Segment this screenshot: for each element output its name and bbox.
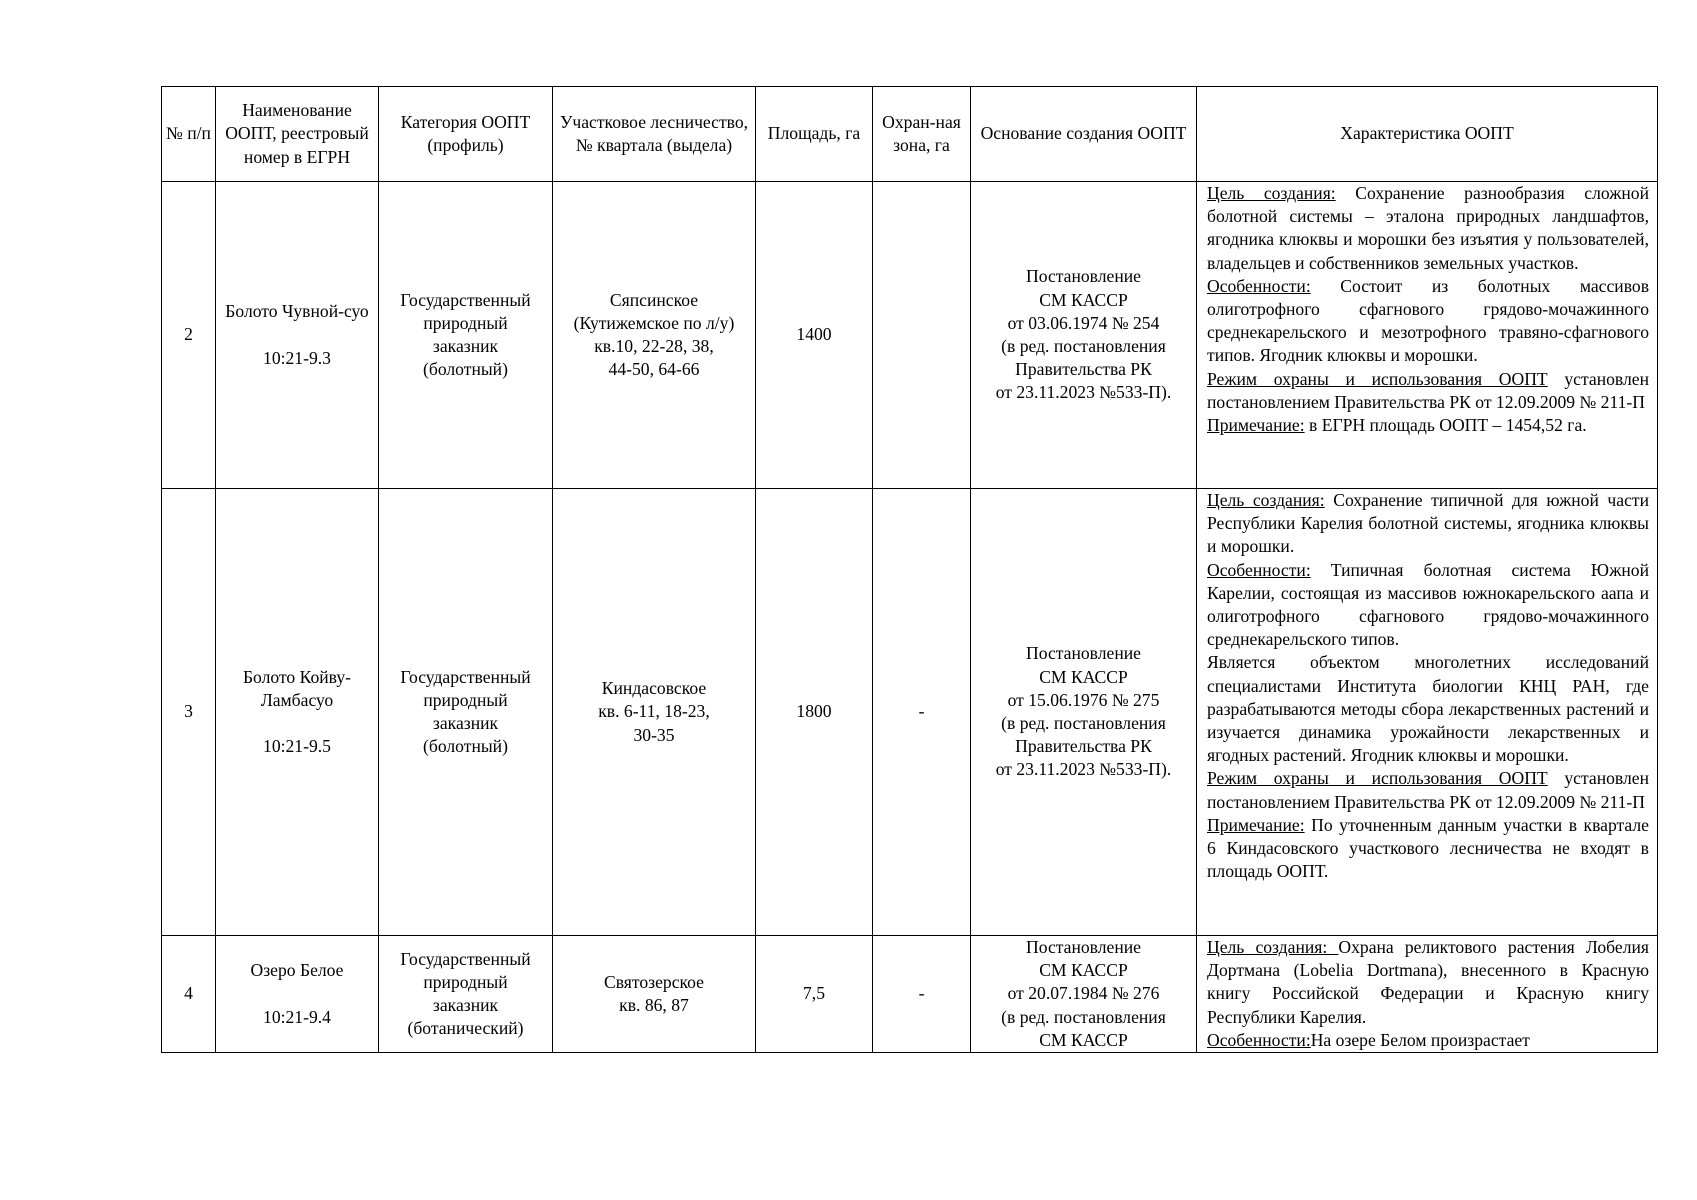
table-row <box>162 182 1658 489</box>
char-label: Особенности: <box>1207 275 1311 296</box>
char-label: Цель создания: <box>1207 937 1339 957</box>
char-text: Сохранение разнообразия сложной болотной системы – эталона природных ландшафтов, ягодника клюквы и морошки без изъятия у пользователей, владельцев и собственников земельных участков. <box>1207 183 1649 273</box>
cell-num: 4 <box>162 936 216 1053</box>
char-paragraph <box>1207 651 1649 767</box>
category-line: Государственный <box>400 289 531 310</box>
cell-area: 1800 <box>756 489 873 936</box>
cell-area: 7,5 <box>756 936 873 1053</box>
cell-name <box>216 182 379 489</box>
char-text: По уточненным данным участки в квартале 6 Киндасовского участкового лесничества не входят в площадь ООПТ. <box>1207 814 1649 882</box>
char-label: Особенности: <box>1207 1029 1311 1050</box>
char-text: Является объектом многолетних исследований специалистами Института биологии КНЦ РАН, где разрабатываются методы сбора лекарственных растений и изучается динамика урожайности лекарственных и ягодных растений. Ягодник клюквы и морошки. <box>1207 652 1649 766</box>
basis-line: Постановление <box>1026 643 1141 664</box>
char-label: Примечание: <box>1207 415 1305 436</box>
oopt-name: Озеро Белое <box>250 960 344 981</box>
char-paragraph <box>1207 936 1649 1029</box>
cell-forestry <box>553 489 756 936</box>
char-text: На озере Белом произрастает <box>1310 1029 1530 1050</box>
char-text: Состоит из болотных массивов олиготрофного сфагнового грядово-мочажинного среднекарельского и мезотрофного травяно-сфагнового типов. Ягодник клюквы и морошки. <box>1207 275 1649 366</box>
header-characteristic: Характеристика ООПТ <box>1197 87 1658 182</box>
forestry-line: кв. 6-11, 18-23, <box>598 701 710 722</box>
cell-basis <box>971 489 1197 936</box>
forestry-line: (Кутижемское по л/у) <box>573 312 735 333</box>
cell-characteristic <box>1197 936 1658 1053</box>
table-row <box>162 489 1658 936</box>
cell-name <box>216 936 379 1053</box>
char-label: Цель создания: <box>1207 490 1325 510</box>
category-line: природный <box>423 312 508 333</box>
cell-num: 3 <box>162 489 216 936</box>
basis-line: Постановление <box>1026 266 1141 287</box>
char-text: Типичная болотная система Южной Карелии, состоящая из массивов южнокарельского аапа и олиготрофного сфагнового грядово-мочажинного среднекарельского типов. <box>1207 559 1649 650</box>
forestry-line: 44-50, 64-66 <box>608 359 700 380</box>
header-num: № п/п <box>162 87 216 182</box>
category-line: (ботанический) <box>407 1018 524 1039</box>
header-basis: Основание создания ООПТ <box>971 87 1197 182</box>
forestry-line: 30-35 <box>633 724 675 745</box>
cell-forestry <box>553 182 756 489</box>
char-paragraph <box>1207 182 1649 275</box>
cell-basis <box>971 182 1197 489</box>
oopt-reg-number: 10:21-9.3 <box>263 347 331 368</box>
char-text: в ЕГРН площадь ООПТ – 1454,52 га. <box>1304 415 1587 436</box>
category-line: Государственный <box>400 666 531 687</box>
char-paragraph <box>1207 414 1649 437</box>
cell-category <box>379 182 553 489</box>
header-area: Площадь, га <box>756 87 873 182</box>
char-label: Режим охраны и использования ООПТ <box>1207 368 1548 389</box>
basis-line: (в ред. постановления <box>1001 1006 1166 1027</box>
header-name: Наименование ООПТ, реестровый номер в ЕГРН <box>216 87 379 182</box>
cell-area: 1400 <box>756 182 873 489</box>
cell-num: 2 <box>162 182 216 489</box>
cell-buffer <box>873 182 971 489</box>
char-label: Цель создания: <box>1207 183 1336 203</box>
category-line: заказник <box>432 995 499 1015</box>
forestry-line: кв. 86, 87 <box>619 995 689 1015</box>
header-row <box>162 87 1658 182</box>
category-line: природный <box>423 689 508 710</box>
header-forestry: Участковое лесничество, № квартала (выдела) <box>553 87 756 182</box>
category-line: природный <box>423 971 508 992</box>
char-label: Примечание: <box>1207 814 1305 835</box>
basis-line: СМ КАССР <box>1039 289 1128 310</box>
oopt-name: Болото Чувной-суо <box>225 301 369 322</box>
cell-category <box>379 936 553 1053</box>
header-buffer: Охран-ная зона, га <box>873 87 971 182</box>
table-row <box>162 936 1658 1053</box>
cell-buffer: - <box>873 936 971 1053</box>
basis-line: от 03.06.1974 № 254 <box>1007 312 1160 333</box>
cell-characteristic <box>1197 182 1658 489</box>
basis-line: от 20.07.1984 № 276 <box>1007 983 1160 1004</box>
char-paragraph <box>1207 1029 1649 1052</box>
basis-line: СМ КАССР <box>1039 960 1128 981</box>
basis-line: от 23.11.2023 №533-П). <box>995 759 1172 780</box>
basis-line: СМ КАССР <box>1039 666 1128 687</box>
char-paragraph <box>1207 814 1649 884</box>
char-text: Сохранение типичной для южной части Республики Карелия болотной системы, ягодника клюквы и морошки. <box>1207 490 1649 557</box>
category-line: заказник <box>432 336 499 356</box>
basis-line: Постановление <box>1026 937 1141 957</box>
category-line: (болотный) <box>423 736 508 757</box>
basis-line: СМ КАССР <box>1039 1029 1128 1050</box>
basis-line: Правительства РК <box>1015 359 1152 380</box>
char-paragraph <box>1207 767 1649 813</box>
char-paragraph <box>1207 368 1649 414</box>
forestry-line: Сяпсинское <box>609 289 699 310</box>
category-line: Государственный <box>400 948 531 969</box>
basis-line: от 15.06.1976 № 275 <box>1007 689 1160 710</box>
header-category: Категория ООПТ (профиль) <box>379 87 553 182</box>
cell-forestry <box>553 936 756 1053</box>
cell-name <box>216 489 379 936</box>
oopt-reg-number: 10:21-9.4 <box>263 1006 331 1027</box>
char-paragraph <box>1207 489 1649 559</box>
cell-basis <box>971 936 1197 1053</box>
basis-line: от 23.11.2023 №533-П). <box>995 382 1172 403</box>
char-text: Охрана реликтового растения Лобелия Дортмана (Lobelia Dortmana), внесенного в Красную книгу Российской Федерации и Красную книгу Республики Карелия. <box>1207 937 1649 1027</box>
char-text: установлен постановлением Правительства РК от 12.09.2009 № 211-П <box>1207 768 1649 812</box>
cell-characteristic <box>1197 489 1658 936</box>
basis-line: (в ред. постановления <box>1001 336 1166 356</box>
oopt-reg-number: 10:21-9.5 <box>263 736 331 757</box>
forestry-line: кв.10, 22-28, 38, <box>594 336 714 356</box>
forestry-line: Святозерское <box>604 971 704 992</box>
char-paragraph <box>1207 559 1649 652</box>
category-line: (болотный) <box>423 359 508 380</box>
forestry-line: Киндасовское <box>601 678 707 699</box>
oopt-table <box>161 86 1658 1053</box>
cell-buffer: - <box>873 489 971 936</box>
basis-line: (в ред. постановления <box>1001 713 1166 733</box>
char-text: установлен постановлением Правительства РК от 12.09.2009 № 211-П <box>1207 368 1649 412</box>
basis-line: Правительства РК <box>1015 736 1152 757</box>
char-label: Особенности: <box>1207 559 1311 580</box>
char-paragraph <box>1207 275 1649 368</box>
category-line: заказник <box>432 713 499 733</box>
oopt-name: Болото Койву-Ламбасуо <box>242 666 352 710</box>
cell-category <box>379 489 553 936</box>
char-label: Режим охраны и использования ООПТ <box>1207 768 1548 789</box>
